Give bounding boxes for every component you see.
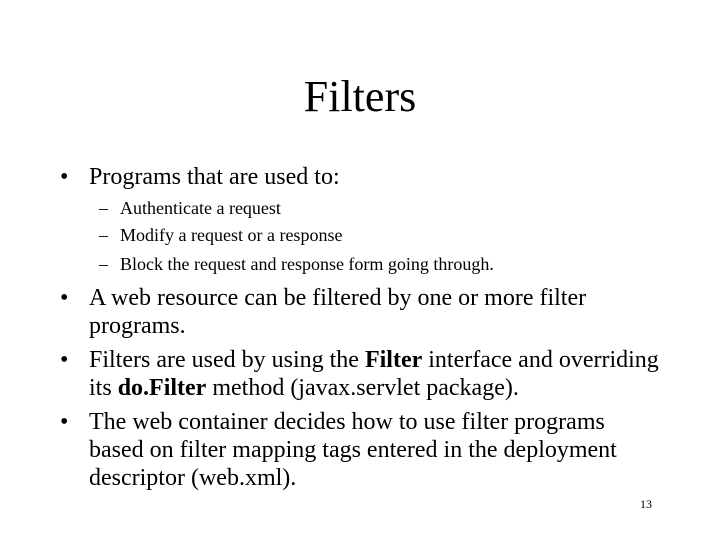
bullet-text bbox=[89, 346, 659, 402]
bullet-line: programs. bbox=[89, 313, 186, 339]
bullet-line: descriptor (web.xml). bbox=[89, 465, 297, 491]
bullet-marker: • bbox=[60, 347, 69, 373]
text-run: method (javax.servlet package). bbox=[206, 375, 519, 401]
slide-title: Filters bbox=[303, 72, 417, 121]
bullet-text bbox=[89, 284, 586, 340]
text-run: its bbox=[89, 375, 118, 401]
filter-keyword: Filter bbox=[364, 347, 423, 373]
sub-bullet-text: Block the request and response form going through. bbox=[120, 254, 494, 274]
bullet-line: based on filter mapping tags entered in the deployment bbox=[89, 437, 617, 463]
bullet-text bbox=[89, 408, 617, 492]
page-number: 13 bbox=[640, 497, 652, 511]
bullet-line bbox=[89, 346, 659, 374]
sub-bullet-marker: – bbox=[99, 225, 108, 245]
bullet-marker: • bbox=[60, 164, 69, 190]
text-run: Filters are used by using the bbox=[89, 347, 365, 373]
sub-bullet-marker: – bbox=[99, 198, 108, 218]
bullet-line: The web container decides how to use filter programs bbox=[89, 409, 605, 435]
sub-bullet-marker: – bbox=[99, 254, 108, 274]
bullet-line: A web resource can be filtered by one or more filter bbox=[89, 285, 587, 311]
bullet-line bbox=[89, 374, 659, 402]
text-run: interface and overriding bbox=[422, 347, 659, 373]
dofilter-keyword: do.Filter bbox=[117, 375, 207, 401]
sub-bullet-text: Modify a request or a response bbox=[120, 225, 343, 245]
bullet-marker: • bbox=[60, 409, 69, 435]
sub-bullet-text: Authenticate a request bbox=[120, 198, 281, 218]
bullet-text: Programs that are used to: bbox=[89, 164, 340, 190]
bullet-marker: • bbox=[60, 285, 69, 311]
